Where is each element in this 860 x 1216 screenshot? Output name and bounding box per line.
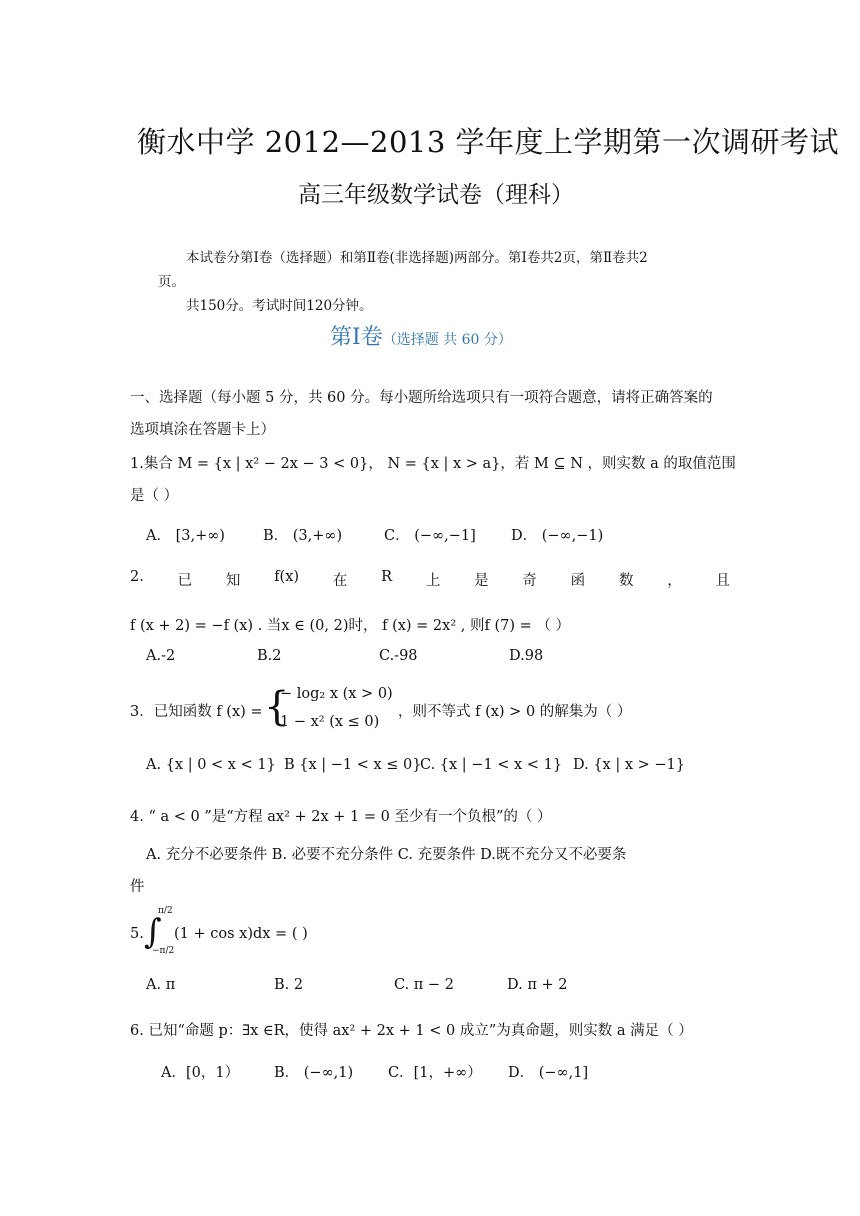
integral-upper-limit: π/2	[158, 906, 173, 916]
q3-option-a[interactable]: A. {x | 0 < x < 1}	[146, 757, 276, 773]
intro-line-2: 页。	[158, 274, 185, 290]
q3-option-d[interactable]: D. {x | x > −1}	[573, 757, 685, 773]
q5-option-d[interactable]: D. π + 2	[507, 977, 568, 993]
q2-word: 且	[715, 573, 730, 589]
q2-word: 是	[474, 573, 489, 589]
q2-word: ，	[667, 573, 682, 589]
q2-stem-line-2: f (x + 2) = −f (x) . 当x ∈ (0, 2)时， f (x) = 2x² , 则f (7) = （ ）	[130, 618, 570, 634]
q2-option-a[interactable]: A.-2	[146, 648, 176, 664]
q1-stem-line-2: 是（ ）	[130, 488, 179, 504]
q2-word: 已	[177, 573, 193, 589]
section-1-sub: （选择题 共 60 分）	[382, 332, 512, 348]
q2-word: 函	[570, 573, 586, 589]
q6-option-d[interactable]: D． (−∞,1]	[508, 1065, 589, 1081]
q3-option-b[interactable]: B {x | −1 < x ≤ 0}	[284, 757, 422, 773]
q2-word: R	[381, 569, 393, 585]
q3-case-1: − log₂ x (x > 0)	[280, 686, 393, 702]
q2-option-b[interactable]: B.2	[257, 648, 282, 664]
q2-word: 奇	[522, 573, 537, 589]
q3-option-c[interactable]: C. {x | −1 < x < 1}	[420, 757, 563, 773]
q1-stem-line-1: 1.集合 M = {x | x² − 2x − 3 < 0}， N = {x | x > a}，若 M ⊆ N ，则实数 a 的取值范围	[130, 456, 736, 472]
q4-options-line-1: A. 充分不必要条件 B. 必要不充分条件 C. 充要条件 D.既不充分又不必要条	[146, 847, 627, 863]
q2-word: 知	[225, 573, 241, 589]
integral-sign: ∫	[144, 912, 162, 952]
integral-lower-limit: −π/2	[152, 946, 175, 956]
q1-option-d[interactable]: D． (−∞,−1)	[511, 528, 604, 544]
q2-stem-line-1	[130, 569, 730, 590]
q6-option-b[interactable]: B． (−∞,1)	[274, 1065, 354, 1081]
exam-subtitle: 高三年级数学试卷（理科）	[298, 182, 574, 208]
q6-option-a[interactable]: A．[0，1）	[161, 1065, 240, 1081]
q4-options-line-2: 件	[130, 879, 145, 895]
part-heading-line-2: 选项填涂在答题卡上）	[130, 422, 275, 438]
q1-option-c[interactable]: C． (−∞,−1]	[384, 528, 476, 544]
q2-word: 在	[332, 573, 348, 589]
q2-word: f(x)	[274, 569, 300, 585]
q6-stem: 6. 已知“命题 p：∃x ∈R，使得 ax² + 2x + 1 < 0 成立”为真命题，则实数 a 满足（ ）	[130, 1023, 693, 1039]
exam-title: 衡水中学 2012—2013 学年度上学期第一次调研考试	[137, 125, 840, 159]
intro-line-1: 本试卷分第Ⅰ卷（选择题）和第Ⅱ卷(非选择题)两部分。第Ⅰ卷共2页，第Ⅱ卷共2	[186, 250, 648, 266]
q2-word: 2.	[130, 569, 144, 585]
q3-case-2: 1 − x² (x ≤ 0)	[280, 714, 380, 730]
q2-option-c[interactable]: C.-98	[379, 648, 418, 664]
section-1-main: 第Ⅰ卷	[330, 325, 383, 350]
q1-option-b[interactable]: B． (3,+∞)	[263, 528, 343, 544]
q4-stem: 4. “ a < 0 ”是“方程 ax² + 2x + 1 = 0 至少有一个负根”的（ ）	[130, 809, 552, 825]
section-1-heading	[330, 320, 512, 351]
q3-suffix: ，则不等式 f (x) > 0 的解集为（ ）	[398, 704, 632, 720]
q2-option-d[interactable]: D.98	[509, 648, 544, 664]
q3-prefix: 3．已知函数 f (x) =	[130, 704, 263, 720]
q5-option-a[interactable]: A. π	[146, 977, 176, 993]
piecewise-brace: {	[264, 684, 290, 730]
q5-prefix: 5.	[130, 926, 144, 942]
part-heading-line-1: 一、选择题（每小题 5 分，共 60 分。每小题所给选项只有一项符合题意，请将正确答案的	[130, 390, 713, 406]
q2-word: 数	[618, 573, 634, 589]
intro-line-3: 共150分。考试时间120分钟。	[186, 298, 373, 314]
q1-option-a[interactable]: A． [3,+∞)	[146, 528, 225, 544]
q5-option-b[interactable]: B. 2	[274, 977, 304, 993]
q6-option-c[interactable]: C．[1，+∞）	[388, 1065, 482, 1081]
q2-word: 上	[425, 573, 441, 589]
q5-body: (1 + cos x)dx = ( )	[174, 926, 308, 942]
q5-option-c[interactable]: C. π − 2	[394, 977, 454, 993]
